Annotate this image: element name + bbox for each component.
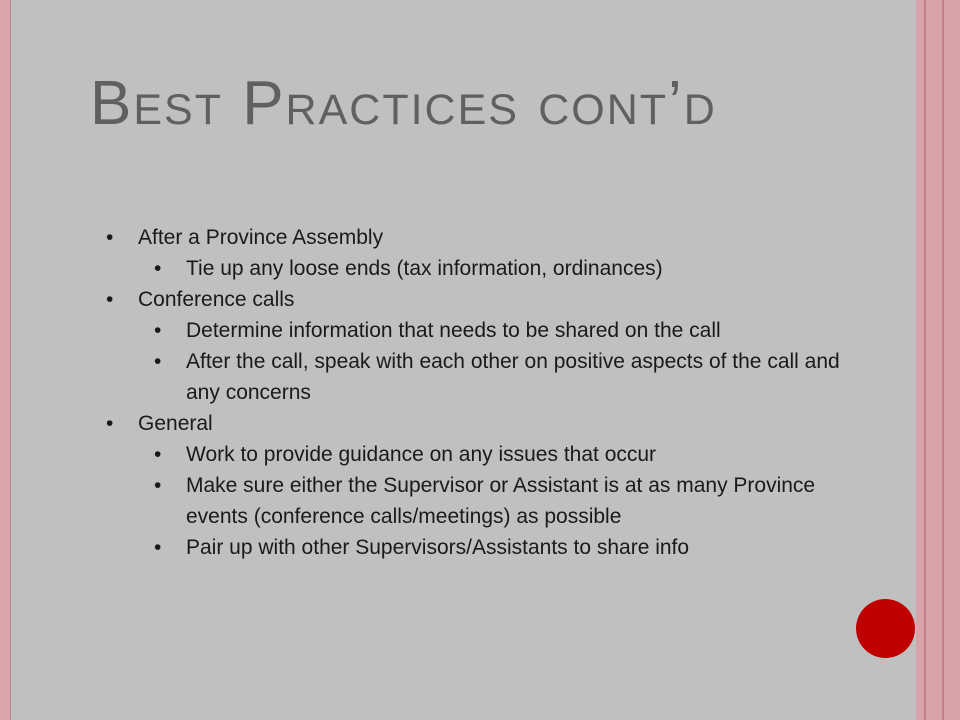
border-stripe [942,0,944,720]
red-circle-decoration [856,599,915,658]
right-border-decoration [916,0,960,720]
bullet-item: • After a Province Assembly [106,222,866,253]
bullet-item: • General [106,408,866,439]
bullet-list [106,222,866,563]
sub-bullet-item: • Determine information that needs to be shared on the call [106,315,866,346]
bullet-item: • Conference calls [106,284,866,315]
sub-bullet-item: • Make sure either the Supervisor or Assistant is at as many Province events (conference calls/meetings) as possible [106,470,866,532]
sub-bullet-item: • Tie up any loose ends (tax information, ordinances) [106,253,866,284]
slide-title: Best Practices cont’d [90,69,717,138]
sub-bullet-item: • Work to provide guidance on any issues that occur [106,439,866,470]
sub-bullet-item: • Pair up with other Supervisors/Assistants to share info [106,532,866,563]
sub-bullet-item: • After the call, speak with each other on positive aspects of the call and any concerns [106,346,866,408]
border-stripe [924,0,926,720]
left-border-decoration [0,0,11,720]
